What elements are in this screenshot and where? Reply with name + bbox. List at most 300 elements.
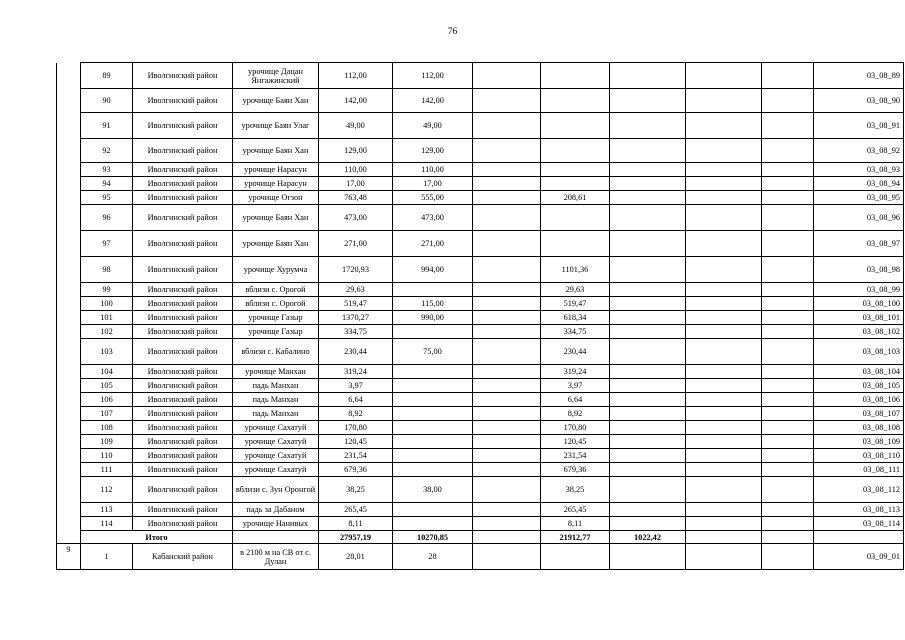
- table-row: [57, 449, 904, 463]
- place-cell: урочище Баян Хан: [233, 231, 319, 257]
- row-number: 90: [81, 89, 133, 113]
- area-col-5: [610, 339, 686, 365]
- area-col-4: 519,47: [541, 297, 610, 311]
- row-number: 104: [81, 365, 133, 379]
- area-col-5: [610, 205, 686, 231]
- area-col-2: 112,00: [393, 63, 473, 89]
- code-cell: 03_08_114: [814, 517, 904, 531]
- area-total: 8,11: [319, 517, 393, 531]
- area-total: 28,01: [319, 544, 393, 570]
- row-number: 106: [81, 393, 133, 407]
- total-col-3: [473, 531, 541, 544]
- area-total: 17,00: [319, 177, 393, 191]
- area-total: 142,00: [319, 89, 393, 113]
- area-total: 473,00: [319, 205, 393, 231]
- table-row: [57, 477, 904, 503]
- area-col-5: [610, 283, 686, 297]
- table-row: [57, 339, 904, 365]
- area-col-6: [686, 177, 762, 191]
- area-col-5: [610, 379, 686, 393]
- area-col-6: [686, 191, 762, 205]
- place-cell: урочище Сахатуй: [233, 421, 319, 435]
- area-col-4: 29,63: [541, 283, 610, 297]
- district-cell: Иволгинский район: [133, 139, 233, 163]
- area-col-6: [686, 311, 762, 325]
- table-row: [57, 517, 904, 531]
- district-cell: Иволгинский район: [133, 311, 233, 325]
- area-col-2: 994,00: [393, 257, 473, 283]
- code-cell: 03_08_92: [814, 139, 904, 163]
- area-col-4: [541, 231, 610, 257]
- area-col-5: [610, 365, 686, 379]
- table-row: [57, 113, 904, 139]
- area-col-5: [610, 63, 686, 89]
- area-total: 519,47: [319, 297, 393, 311]
- place-cell: падь Манхан: [233, 393, 319, 407]
- row-number: 107: [81, 407, 133, 421]
- area-total: 112,00: [319, 63, 393, 89]
- table-row: [57, 139, 904, 163]
- row-number: 102: [81, 325, 133, 339]
- district-cell: Иволгинский район: [133, 257, 233, 283]
- table-row: [57, 89, 904, 113]
- area-col-4: 265,45: [541, 503, 610, 517]
- table-row: [57, 325, 904, 339]
- area-col-6: [686, 163, 762, 177]
- area-col-7: [762, 379, 814, 393]
- area-col-3: [473, 63, 541, 89]
- area-col-3: [473, 113, 541, 139]
- area-col-3: [473, 311, 541, 325]
- area-total: 265,45: [319, 503, 393, 517]
- place-cell: вблизи с. Кабалино: [233, 339, 319, 365]
- table-row: [57, 544, 904, 570]
- area-col-6: [686, 231, 762, 257]
- area-col-3: [473, 257, 541, 283]
- total-col-6: [686, 531, 762, 544]
- code-cell: 03_08_111: [814, 463, 904, 477]
- place-cell: падь Манхан: [233, 407, 319, 421]
- area-col-5: [610, 89, 686, 113]
- area-col-5: [610, 113, 686, 139]
- code-cell: 03_08_102: [814, 325, 904, 339]
- area-col-3: [473, 177, 541, 191]
- district-cell: Кабанский район: [133, 544, 233, 570]
- section-cell: [57, 63, 81, 544]
- area-col-3: [473, 463, 541, 477]
- row-number: 113: [81, 503, 133, 517]
- area-total: 679,36: [319, 463, 393, 477]
- table-row: [57, 297, 904, 311]
- area-col-7: [762, 393, 814, 407]
- land-plots-table: [56, 62, 904, 570]
- area-col-3: [473, 283, 541, 297]
- area-col-3: [473, 365, 541, 379]
- area-col-4: 231,54: [541, 449, 610, 463]
- area-col-7: [762, 477, 814, 503]
- area-col-6: [686, 205, 762, 231]
- area-col-7: [762, 231, 814, 257]
- area-col-3: [473, 435, 541, 449]
- area-col-5: [610, 421, 686, 435]
- area-col-2: 129,00: [393, 139, 473, 163]
- place-cell: урочище Манхан: [233, 365, 319, 379]
- area-col-2: [393, 503, 473, 517]
- total-area: 27957,19: [319, 531, 393, 544]
- area-total: 29,63: [319, 283, 393, 297]
- area-col-7: [762, 297, 814, 311]
- area-col-2: 110,00: [393, 163, 473, 177]
- area-col-2: [393, 517, 473, 531]
- area-col-4: 618,34: [541, 311, 610, 325]
- area-col-7: [762, 325, 814, 339]
- place-cell: урочище Нарасун: [233, 163, 319, 177]
- code-cell: 03_08_95: [814, 191, 904, 205]
- area-col-2: [393, 449, 473, 463]
- area-col-6: [686, 339, 762, 365]
- area-col-6: [686, 544, 762, 570]
- place-cell: урочище Огзон: [233, 191, 319, 205]
- place-cell: урочище Баян Хан: [233, 205, 319, 231]
- code-cell: 03_08_100: [814, 297, 904, 311]
- table-row: [57, 231, 904, 257]
- area-col-6: [686, 113, 762, 139]
- area-col-4: 170,80: [541, 421, 610, 435]
- area-total: 763,48: [319, 191, 393, 205]
- area-col-6: [686, 139, 762, 163]
- district-cell: Иволгинский район: [133, 89, 233, 113]
- code-cell: 03_08_108: [814, 421, 904, 435]
- area-col-2: 473,00: [393, 205, 473, 231]
- area-col-7: [762, 163, 814, 177]
- area-total: 8,92: [319, 407, 393, 421]
- code-cell: 03_08_97: [814, 231, 904, 257]
- table-row: [57, 191, 904, 205]
- table-row: [57, 311, 904, 325]
- area-col-3: [473, 205, 541, 231]
- area-total: 334,75: [319, 325, 393, 339]
- area-total: 170,80: [319, 421, 393, 435]
- area-col-4: 3,97: [541, 379, 610, 393]
- area-col-3: [473, 449, 541, 463]
- district-cell: Иволгинский район: [133, 503, 233, 517]
- area-col-2: [393, 325, 473, 339]
- area-col-7: [762, 257, 814, 283]
- place-cell: урочище Газыр: [233, 325, 319, 339]
- district-cell: Иволгинский район: [133, 477, 233, 503]
- code-cell: 03_08_103: [814, 339, 904, 365]
- table-row: [57, 463, 904, 477]
- code-cell: 03_08_106: [814, 393, 904, 407]
- district-cell: Иволгинский район: [133, 205, 233, 231]
- area-col-4: [541, 89, 610, 113]
- area-total: 110,00: [319, 163, 393, 177]
- area-col-6: [686, 463, 762, 477]
- area-col-2: 990,00: [393, 311, 473, 325]
- area-col-6: [686, 407, 762, 421]
- place-cell: в 2100 м на СВ от с. Дулан: [233, 544, 319, 570]
- code-cell: 03_08_93: [814, 163, 904, 177]
- place-cell: падь за Дабаном: [233, 503, 319, 517]
- area-col-3: [473, 89, 541, 113]
- district-cell: Иволгинский район: [133, 339, 233, 365]
- district-cell: Иволгинский район: [133, 365, 233, 379]
- area-col-2: 28: [393, 544, 473, 570]
- area-col-4: 208,61: [541, 191, 610, 205]
- code-cell: 03_09_01: [814, 544, 904, 570]
- row-number: 100: [81, 297, 133, 311]
- area-col-7: [762, 517, 814, 531]
- area-col-3: [473, 477, 541, 503]
- place-cell: вблизи с. Орогой: [233, 297, 319, 311]
- area-col-4: [541, 163, 610, 177]
- section-number: 9: [57, 544, 81, 570]
- table-row: [57, 393, 904, 407]
- code-cell: 03_08_89: [814, 63, 904, 89]
- area-col-4: [541, 63, 610, 89]
- area-col-4: 1101,36: [541, 257, 610, 283]
- area-total: 231,54: [319, 449, 393, 463]
- row-number: 111: [81, 463, 133, 477]
- place-cell: урочище Нарасун: [233, 177, 319, 191]
- area-col-6: [686, 477, 762, 503]
- area-col-7: [762, 339, 814, 365]
- area-col-2: [393, 283, 473, 297]
- area-col-5: [610, 177, 686, 191]
- district-cell: Иволгинский район: [133, 191, 233, 205]
- area-total: 319,24: [319, 365, 393, 379]
- code-cell: 03_08_96: [814, 205, 904, 231]
- code-cell: 03_08_107: [814, 407, 904, 421]
- area-col-7: [762, 407, 814, 421]
- area-col-7: [762, 365, 814, 379]
- area-col-2: [393, 463, 473, 477]
- area-col-3: [473, 163, 541, 177]
- district-cell: Иволгинский район: [133, 163, 233, 177]
- table-row: [57, 407, 904, 421]
- area-col-5: [610, 311, 686, 325]
- area-col-3: [473, 297, 541, 311]
- area-col-2: [393, 435, 473, 449]
- area-col-4: [541, 113, 610, 139]
- area-total: 49,00: [319, 113, 393, 139]
- area-col-6: [686, 89, 762, 113]
- area-col-5: [610, 449, 686, 463]
- table-row: [57, 163, 904, 177]
- place-cell: урочище Газыр: [233, 311, 319, 325]
- row-number: 97: [81, 231, 133, 257]
- code-cell: 03_08_105: [814, 379, 904, 393]
- district-cell: Иволгинский район: [133, 297, 233, 311]
- total-col-5: 1022,42: [610, 531, 686, 544]
- area-col-2: 555,00: [393, 191, 473, 205]
- area-total: 230,44: [319, 339, 393, 365]
- area-col-6: [686, 297, 762, 311]
- area-col-6: [686, 449, 762, 463]
- code-cell: 03_08_110: [814, 449, 904, 463]
- table-row: [57, 257, 904, 283]
- district-cell: Иволгинский район: [133, 435, 233, 449]
- area-col-6: [686, 365, 762, 379]
- area-col-4: 334,75: [541, 325, 610, 339]
- area-col-7: [762, 421, 814, 435]
- row-number: 95: [81, 191, 133, 205]
- code-cell: 03_08_113: [814, 503, 904, 517]
- area-total: 1370,27: [319, 311, 393, 325]
- area-total: 6,64: [319, 393, 393, 407]
- code-cell: 03_08_101: [814, 311, 904, 325]
- district-cell: Иволгинский район: [133, 379, 233, 393]
- district-cell: Иволгинский район: [133, 325, 233, 339]
- district-cell: Иволгинский район: [133, 407, 233, 421]
- area-col-5: [610, 517, 686, 531]
- area-col-5: [610, 407, 686, 421]
- area-col-2: [393, 407, 473, 421]
- area-col-7: [762, 449, 814, 463]
- total-col-2: 10270,85: [393, 531, 473, 544]
- area-col-7: [762, 503, 814, 517]
- area-col-6: [686, 393, 762, 407]
- area-col-3: [473, 379, 541, 393]
- code-cell: 03_08_112: [814, 477, 904, 503]
- place-cell: урочище Сахатуй: [233, 435, 319, 449]
- area-col-4: 38,25: [541, 477, 610, 503]
- area-col-3: [473, 421, 541, 435]
- area-col-4: 8,11: [541, 517, 610, 531]
- area-col-2: [393, 421, 473, 435]
- district-cell: Иволгинский район: [133, 231, 233, 257]
- row-number: 110: [81, 449, 133, 463]
- area-col-6: [686, 325, 762, 339]
- area-col-2: 49,00: [393, 113, 473, 139]
- row-number: 101: [81, 311, 133, 325]
- area-col-3: [473, 339, 541, 365]
- area-col-5: [610, 257, 686, 283]
- area-total: 129,00: [319, 139, 393, 163]
- area-col-7: [762, 205, 814, 231]
- area-col-3: [473, 191, 541, 205]
- area-col-2: [393, 365, 473, 379]
- total-col-4: 21912,77: [541, 531, 610, 544]
- total-empty: [233, 531, 319, 544]
- area-total: 3,97: [319, 379, 393, 393]
- area-total: 1720,93: [319, 257, 393, 283]
- row-number: 114: [81, 517, 133, 531]
- area-col-2: 75,00: [393, 339, 473, 365]
- area-col-5: [610, 463, 686, 477]
- area-col-7: [762, 463, 814, 477]
- area-col-6: [686, 421, 762, 435]
- area-col-2: 115,00: [393, 297, 473, 311]
- area-col-6: [686, 517, 762, 531]
- area-col-4: 230,44: [541, 339, 610, 365]
- area-col-6: [686, 379, 762, 393]
- area-col-7: [762, 311, 814, 325]
- area-col-7: [762, 191, 814, 205]
- area-col-2: 38,00: [393, 477, 473, 503]
- row-number: 109: [81, 435, 133, 449]
- place-cell: урочище Хурумча: [233, 257, 319, 283]
- row-number: 96: [81, 205, 133, 231]
- table-row: [57, 205, 904, 231]
- area-col-7: [762, 139, 814, 163]
- area-col-3: [473, 231, 541, 257]
- place-cell: падь Манхан: [233, 379, 319, 393]
- area-col-5: [610, 325, 686, 339]
- area-col-5: [610, 231, 686, 257]
- area-col-7: [762, 544, 814, 570]
- area-col-2: 142,00: [393, 89, 473, 113]
- area-col-5: [610, 544, 686, 570]
- row-number: 94: [81, 177, 133, 191]
- area-col-4: 120,45: [541, 435, 610, 449]
- row-number: 112: [81, 477, 133, 503]
- area-col-3: [473, 139, 541, 163]
- area-total: 38,25: [319, 477, 393, 503]
- place-cell: вблизи с. Зун Оронгой: [233, 477, 319, 503]
- row-number: 105: [81, 379, 133, 393]
- area-col-5: [610, 503, 686, 517]
- area-col-2: 271,00: [393, 231, 473, 257]
- area-col-4: [541, 205, 610, 231]
- area-col-6: [686, 257, 762, 283]
- code-cell: 03_08_99: [814, 283, 904, 297]
- total-row: [57, 531, 904, 544]
- row-number: 98: [81, 257, 133, 283]
- area-col-3: [473, 517, 541, 531]
- area-col-3: [473, 544, 541, 570]
- district-cell: Иволгинский район: [133, 113, 233, 139]
- area-col-3: [473, 325, 541, 339]
- code-cell: 03_08_90: [814, 89, 904, 113]
- row-number: 1: [81, 544, 133, 570]
- row-number: 91: [81, 113, 133, 139]
- area-col-2: 17,00: [393, 177, 473, 191]
- table-row: [57, 365, 904, 379]
- table-row: [57, 379, 904, 393]
- area-col-2: [393, 379, 473, 393]
- table-row: [57, 435, 904, 449]
- area-col-4: 319,24: [541, 365, 610, 379]
- area-col-6: [686, 435, 762, 449]
- area-col-6: [686, 503, 762, 517]
- code-cell: 03_08_94: [814, 177, 904, 191]
- page-number: 76: [447, 27, 458, 37]
- district-cell: Иволгинский район: [133, 63, 233, 89]
- area-col-5: [610, 191, 686, 205]
- table-row: [57, 503, 904, 517]
- area-col-4: [541, 544, 610, 570]
- total-col-7: [762, 531, 814, 544]
- row-number: 92: [81, 139, 133, 163]
- code-cell: 03_08_109: [814, 435, 904, 449]
- area-col-7: [762, 113, 814, 139]
- area-col-5: [610, 139, 686, 163]
- area-col-7: [762, 89, 814, 113]
- row-number: 108: [81, 421, 133, 435]
- total-code: [814, 531, 904, 544]
- area-col-4: [541, 177, 610, 191]
- area-col-3: [473, 393, 541, 407]
- area-col-5: [610, 163, 686, 177]
- district-cell: Иволгинский район: [133, 177, 233, 191]
- district-cell: Иволгинский район: [133, 393, 233, 407]
- district-cell: Иволгинский район: [133, 517, 233, 531]
- row-number: 99: [81, 283, 133, 297]
- area-col-4: 6,64: [541, 393, 610, 407]
- row-number: 103: [81, 339, 133, 365]
- area-col-5: [610, 435, 686, 449]
